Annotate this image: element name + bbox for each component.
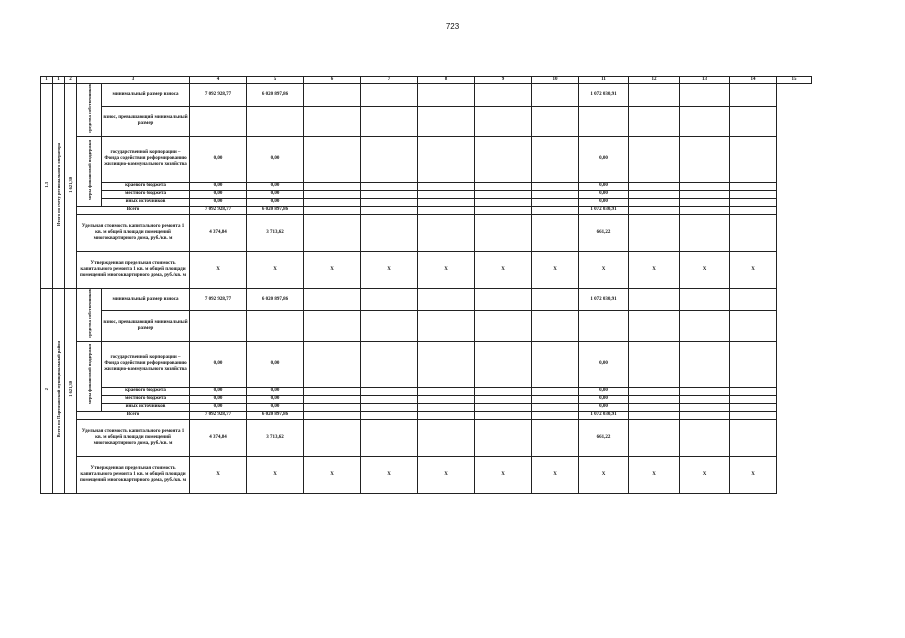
cell-other_sources-c7 (304, 198, 361, 206)
cell-local_budget-c13 (629, 190, 680, 198)
cell-min_contribution-c6: 6 020 897,86 (247, 84, 304, 107)
row-label-unit_cost: Удельная стоимость капитального ремонта 1 кв. м общей площади помещений многоквартирного дома, руб./кв. м (77, 214, 190, 251)
cell-total-c7 (304, 206, 361, 214)
cell-other_sources-c5: 0,00 (190, 198, 247, 206)
cell-local_budget-c5: 0,00 (190, 395, 247, 403)
cell-other_sources-c11 (532, 198, 579, 206)
cell-unit_cost-c8 (361, 214, 418, 251)
row-label-local_budget: местного бюджета (102, 190, 190, 198)
cell-min_contribution-c5: 7 092 928,77 (190, 84, 247, 107)
cell-min_contribution-c5: 7 092 928,77 (190, 288, 247, 311)
section-title-text: Итого по счету регионального оператора (56, 142, 61, 226)
cell-min_contribution-c10 (475, 288, 532, 311)
cell-unit_cost-c8 (361, 419, 418, 456)
col-header-9: 9 (475, 77, 532, 84)
cell-total-c5: 7 092 928,77 (190, 411, 247, 419)
cell-corporation-c15 (730, 341, 777, 387)
cell-other_sources-c5: 0,00 (190, 403, 247, 411)
table-row (41, 288, 812, 311)
cell-regional_budget-c10 (475, 182, 532, 190)
section-area-text: 1 621,30 (68, 381, 73, 397)
table-row (41, 387, 812, 395)
table-row (41, 341, 812, 387)
col-header-1a: 1 (41, 77, 53, 84)
cell-local_budget-c10 (475, 395, 532, 403)
cell-min_contribution-c9 (418, 288, 475, 311)
cell-total-c5: 7 092 928,77 (190, 206, 247, 214)
cell-unit_cost-c6: 3 713,62 (247, 214, 304, 251)
col-header-3: 3 (77, 77, 190, 84)
section-number-text: 2 (44, 388, 49, 391)
col-header-7: 7 (361, 77, 418, 84)
table-row (41, 395, 812, 403)
cell-regional_budget-c14 (680, 387, 730, 395)
cell-regional_budget-c12: 0,00 (579, 182, 629, 190)
section-number (41, 84, 53, 289)
cell-total-c14 (680, 206, 730, 214)
row-label-corporation: государственной корпорации – Фонда содействия реформированию жилищно-коммунального хозяйства (102, 136, 190, 182)
table-row (41, 190, 812, 198)
cell-excess_contribution-c6 (247, 311, 304, 341)
col-header-5: 5 (247, 77, 304, 84)
cell-min_contribution-c11 (532, 288, 579, 311)
cell-other_sources-c14 (680, 198, 730, 206)
cell-excess_contribution-c9 (418, 311, 475, 341)
table-row (41, 411, 812, 419)
cell-regional_budget-c6: 0,00 (247, 387, 304, 395)
row-label-approved_limit: Утвержденная предельная стоимость капитального ремонта 1 кв. м общей площади помещений многоквартирного дома, руб./кв. м (77, 251, 190, 288)
cell-unit_cost-c11 (532, 214, 579, 251)
cell-min_contribution-c10 (475, 84, 532, 107)
cell-min_contribution-c6: 6 020 897,86 (247, 288, 304, 311)
cell-corporation-c10 (475, 341, 532, 387)
owners-funds-label (77, 288, 102, 341)
row-label-corporation: государственной корпорации – Фонда содействия реформированию жилищно-коммунального хозяйства (102, 341, 190, 387)
cell-local_budget-c10 (475, 190, 532, 198)
section-number-text: 1.3 (44, 181, 49, 188)
cell-other_sources-c12: 0,00 (579, 403, 629, 411)
col-header-2: 2 (65, 77, 77, 84)
col-header-6: 6 (304, 77, 361, 84)
support-measures-label (77, 136, 102, 206)
row-label-approved_limit: Утвержденная предельная стоимость капитального ремонта 1 кв. м общей площади помещений многоквартирного дома, руб./кв. м (77, 456, 190, 493)
cell-total-c13 (629, 411, 680, 419)
cell-excess_contribution-c5 (190, 311, 247, 341)
cell-corporation-c6: 0,00 (247, 136, 304, 182)
cell-total-c11 (532, 206, 579, 214)
cell-unit_cost-c15 (730, 419, 777, 456)
cell-min_contribution-c12: 1 072 030,91 (579, 84, 629, 107)
row-label-other_sources: иных источников (102, 198, 190, 206)
row-label-regional_budget: краевого бюджета (102, 387, 190, 395)
cell-approved_limit-c6: X (247, 456, 304, 493)
cell-min_contribution-c7 (304, 84, 361, 107)
cell-approved_limit-c13: X (629, 456, 680, 493)
cell-approved_limit-c9: X (418, 456, 475, 493)
cell-total-c15 (730, 411, 777, 419)
cell-min_contribution-c13 (629, 84, 680, 107)
cell-other_sources-c9 (418, 198, 475, 206)
col-header-14: 14 (730, 77, 777, 84)
header-row (41, 77, 812, 84)
cell-local_budget-c9 (418, 395, 475, 403)
cell-excess_contribution-c7 (304, 106, 361, 136)
cell-min_contribution-c8 (361, 84, 418, 107)
cell-approved_limit-c9: X (418, 251, 475, 288)
row-label-total: Всего (77, 206, 190, 214)
cell-corporation-c7 (304, 341, 361, 387)
cell-other_sources-c10 (475, 198, 532, 206)
cell-min_contribution-c15 (730, 84, 777, 107)
cell-corporation-c11 (532, 341, 579, 387)
cell-excess_contribution-c15 (730, 311, 777, 341)
section-area (65, 288, 77, 493)
cell-unit_cost-c9 (418, 419, 475, 456)
cell-local_budget-c14 (680, 190, 730, 198)
cell-other_sources-c6: 0,00 (247, 198, 304, 206)
cell-unit_cost-c13 (629, 419, 680, 456)
cell-other_sources-c8 (361, 198, 418, 206)
cell-local_budget-c15 (730, 395, 777, 403)
cell-local_budget-c8 (361, 190, 418, 198)
cell-min_contribution-c11 (532, 84, 579, 107)
cell-approved_limit-c10: X (475, 456, 532, 493)
cell-excess_contribution-c12 (579, 311, 629, 341)
support-measures-label-text: меры финансовой поддержки (86, 344, 92, 405)
row-label-excess_contribution: взнос, превышающий минимальный размер (102, 106, 190, 136)
cell-corporation-c8 (361, 341, 418, 387)
cell-regional_budget-c7 (304, 387, 361, 395)
cell-corporation-c13 (629, 136, 680, 182)
cell-corporation-c14 (680, 136, 730, 182)
cell-local_budget-c6: 0,00 (247, 190, 304, 198)
section-title (53, 288, 65, 493)
cell-unit_cost-c10 (475, 214, 532, 251)
cell-approved_limit-c15: X (730, 251, 777, 288)
col-header-11: 11 (579, 77, 629, 84)
cell-total-c9 (418, 206, 475, 214)
cell-local_budget-c8 (361, 395, 418, 403)
cell-total-c14 (680, 411, 730, 419)
section-area (65, 84, 77, 289)
cell-local_budget-c11 (532, 395, 579, 403)
cell-min_contribution-c7 (304, 288, 361, 311)
cell-approved_limit-c13: X (629, 251, 680, 288)
cell-other_sources-c13 (629, 403, 680, 411)
table-row (41, 84, 812, 107)
cell-other_sources-c13 (629, 198, 680, 206)
col-header-4: 4 (190, 77, 247, 84)
cell-total-c6: 6 020 897,86 (247, 411, 304, 419)
table-row (41, 198, 812, 206)
cell-total-c12: 1 072 030,91 (579, 411, 629, 419)
cell-corporation-c7 (304, 136, 361, 182)
cell-approved_limit-c7: X (304, 251, 361, 288)
table-row (41, 251, 812, 288)
cell-total-c15 (730, 206, 777, 214)
cell-excess_contribution-c8 (361, 311, 418, 341)
cell-other_sources-c15 (730, 198, 777, 206)
cell-other_sources-c9 (418, 403, 475, 411)
cell-unit_cost-c10 (475, 419, 532, 456)
cell-corporation-c5: 0,00 (190, 136, 247, 182)
cell-excess_contribution-c15 (730, 106, 777, 136)
cell-other_sources-c8 (361, 403, 418, 411)
col-header-15: 15 (777, 77, 812, 84)
cell-unit_cost-c9 (418, 214, 475, 251)
cell-unit_cost-c7 (304, 419, 361, 456)
cell-total-c11 (532, 411, 579, 419)
cell-total-c6: 6 020 897,86 (247, 206, 304, 214)
row-label-min_contribution: минимальный размер взноса (102, 288, 190, 311)
cell-corporation-c8 (361, 136, 418, 182)
cell-min_contribution-c14 (680, 288, 730, 311)
cell-corporation-c5: 0,00 (190, 341, 247, 387)
cell-regional_budget-c15 (730, 387, 777, 395)
cell-approved_limit-c14: X (680, 456, 730, 493)
cell-corporation-c14 (680, 341, 730, 387)
cell-regional_budget-c8 (361, 387, 418, 395)
owners-funds-label-text: средства собственников (86, 84, 92, 133)
support-measures-label (77, 341, 102, 411)
cell-excess_contribution-c8 (361, 106, 418, 136)
cell-approved_limit-c5: X (190, 251, 247, 288)
cell-regional_budget-c7 (304, 182, 361, 190)
row-label-unit_cost: Удельная стоимость капитального ремонта 1 кв. м общей площади помещений многоквартирного дома, руб./кв. м (77, 419, 190, 456)
cell-regional_budget-c10 (475, 387, 532, 395)
owners-funds-label (77, 84, 102, 137)
cell-corporation-c12: 0,00 (579, 136, 629, 182)
cell-local_budget-c12: 0,00 (579, 395, 629, 403)
col-header-1b: 1 (53, 77, 65, 84)
cell-regional_budget-c5: 0,00 (190, 182, 247, 190)
cell-total-c13 (629, 206, 680, 214)
cell-total-c10 (475, 411, 532, 419)
col-header-8: 8 (418, 77, 475, 84)
cell-excess_contribution-c6 (247, 106, 304, 136)
cell-total-c9 (418, 411, 475, 419)
table-row (41, 419, 812, 456)
cell-corporation-c13 (629, 341, 680, 387)
cell-local_budget-c6: 0,00 (247, 395, 304, 403)
table-row (41, 182, 812, 190)
support-measures-label-text: меры финансовой поддержки (86, 139, 92, 200)
cell-excess_contribution-c11 (532, 106, 579, 136)
section-title (53, 84, 65, 289)
cell-local_budget-c7 (304, 395, 361, 403)
cell-min_contribution-c15 (730, 288, 777, 311)
owners-funds-label-text: средства собственников (86, 288, 92, 338)
cell-excess_contribution-c10 (475, 106, 532, 136)
cell-min_contribution-c13 (629, 288, 680, 311)
cell-approved_limit-c7: X (304, 456, 361, 493)
cell-excess_contribution-c9 (418, 106, 475, 136)
cell-total-c10 (475, 206, 532, 214)
cell-approved_limit-c6: X (247, 251, 304, 288)
row-label-regional_budget: краевого бюджета (102, 182, 190, 190)
cell-excess_contribution-c13 (629, 311, 680, 341)
cell-local_budget-c9 (418, 190, 475, 198)
cell-other_sources-c14 (680, 403, 730, 411)
section-number (41, 288, 53, 493)
section-area-text: 1 621,30 (68, 176, 73, 193)
cell-corporation-c11 (532, 136, 579, 182)
cell-min_contribution-c12: 1 072 030,91 (579, 288, 629, 311)
cell-excess_contribution-c11 (532, 311, 579, 341)
cell-excess_contribution-c14 (680, 106, 730, 136)
cell-excess_contribution-c10 (475, 311, 532, 341)
cell-approved_limit-c8: X (361, 251, 418, 288)
row-label-min_contribution: минимальный размер взноса (102, 84, 190, 107)
cell-approved_limit-c12: X (579, 251, 629, 288)
cell-regional_budget-c13 (629, 387, 680, 395)
cell-approved_limit-c14: X (680, 251, 730, 288)
cell-unit_cost-c11 (532, 419, 579, 456)
cell-min_contribution-c14 (680, 84, 730, 107)
cell-other_sources-c6: 0,00 (247, 403, 304, 411)
row-label-other_sources: иных источников (102, 403, 190, 411)
cell-corporation-c9 (418, 341, 475, 387)
cell-other_sources-c11 (532, 403, 579, 411)
cell-corporation-c10 (475, 136, 532, 182)
cell-corporation-c6: 0,00 (247, 341, 304, 387)
cell-unit_cost-c14 (680, 419, 730, 456)
cell-unit_cost-c5: 4 374,84 (190, 419, 247, 456)
cell-other_sources-c7 (304, 403, 361, 411)
cell-unit_cost-c12: 661,22 (579, 214, 629, 251)
col-header-12: 12 (629, 77, 680, 84)
cell-total-c12: 1 072 030,91 (579, 206, 629, 214)
cell-unit_cost-c6: 3 713,62 (247, 419, 304, 456)
cell-unit_cost-c7 (304, 214, 361, 251)
cell-regional_budget-c14 (680, 182, 730, 190)
cell-approved_limit-c11: X (532, 251, 579, 288)
cell-local_budget-c11 (532, 190, 579, 198)
cell-unit_cost-c14 (680, 214, 730, 251)
cell-local_budget-c13 (629, 395, 680, 403)
cell-approved_limit-c5: X (190, 456, 247, 493)
cell-unit_cost-c5: 4 374,84 (190, 214, 247, 251)
cell-other_sources-c12: 0,00 (579, 198, 629, 206)
table-row (41, 403, 812, 411)
cell-local_budget-c15 (730, 190, 777, 198)
cell-corporation-c9 (418, 136, 475, 182)
cell-local_budget-c12: 0,00 (579, 190, 629, 198)
cell-regional_budget-c11 (532, 182, 579, 190)
cell-approved_limit-c12: X (579, 456, 629, 493)
cell-other_sources-c10 (475, 403, 532, 411)
cell-excess_contribution-c7 (304, 311, 361, 341)
table-row (41, 106, 812, 136)
cell-regional_budget-c9 (418, 182, 475, 190)
cell-corporation-c15 (730, 136, 777, 182)
col-header-13: 13 (680, 77, 730, 84)
col-header-10: 10 (532, 77, 579, 84)
cell-unit_cost-c12: 661,22 (579, 419, 629, 456)
table-row (41, 206, 812, 214)
cell-regional_budget-c12: 0,00 (579, 387, 629, 395)
cell-approved_limit-c10: X (475, 251, 532, 288)
cell-approved_limit-c11: X (532, 456, 579, 493)
cell-unit_cost-c15 (730, 214, 777, 251)
cell-total-c8 (361, 206, 418, 214)
cell-local_budget-c5: 0,00 (190, 190, 247, 198)
cell-regional_budget-c15 (730, 182, 777, 190)
cell-excess_contribution-c13 (629, 106, 680, 136)
cell-excess_contribution-c14 (680, 311, 730, 341)
cell-regional_budget-c8 (361, 182, 418, 190)
cell-local_budget-c7 (304, 190, 361, 198)
cell-local_budget-c14 (680, 395, 730, 403)
row-label-excess_contribution: взнос, превышающий минимальный размер (102, 311, 190, 341)
cell-excess_contribution-c5 (190, 106, 247, 136)
cell-approved_limit-c15: X (730, 456, 777, 493)
table-row (41, 456, 812, 493)
cell-min_contribution-c9 (418, 84, 475, 107)
table-row (41, 136, 812, 182)
cell-approved_limit-c8: X (361, 456, 418, 493)
cell-corporation-c12: 0,00 (579, 341, 629, 387)
section-title-text: Всего по Партизанский муниципальный район (56, 340, 61, 438)
cell-regional_budget-c9 (418, 387, 475, 395)
cell-regional_budget-c5: 0,00 (190, 387, 247, 395)
table-row (41, 214, 812, 251)
cell-regional_budget-c6: 0,00 (247, 182, 304, 190)
row-label-total: Всего (77, 411, 190, 419)
table-row (41, 311, 812, 341)
row-label-local_budget: местного бюджета (102, 395, 190, 403)
cell-total-c7 (304, 411, 361, 419)
cell-unit_cost-c13 (629, 214, 680, 251)
cost-table (40, 76, 812, 494)
cell-regional_budget-c11 (532, 387, 579, 395)
page-number: 723 (445, 22, 460, 31)
cell-regional_budget-c13 (629, 182, 680, 190)
cell-total-c8 (361, 411, 418, 419)
cell-excess_contribution-c12 (579, 106, 629, 136)
cell-min_contribution-c8 (361, 288, 418, 311)
cell-other_sources-c15 (730, 403, 777, 411)
